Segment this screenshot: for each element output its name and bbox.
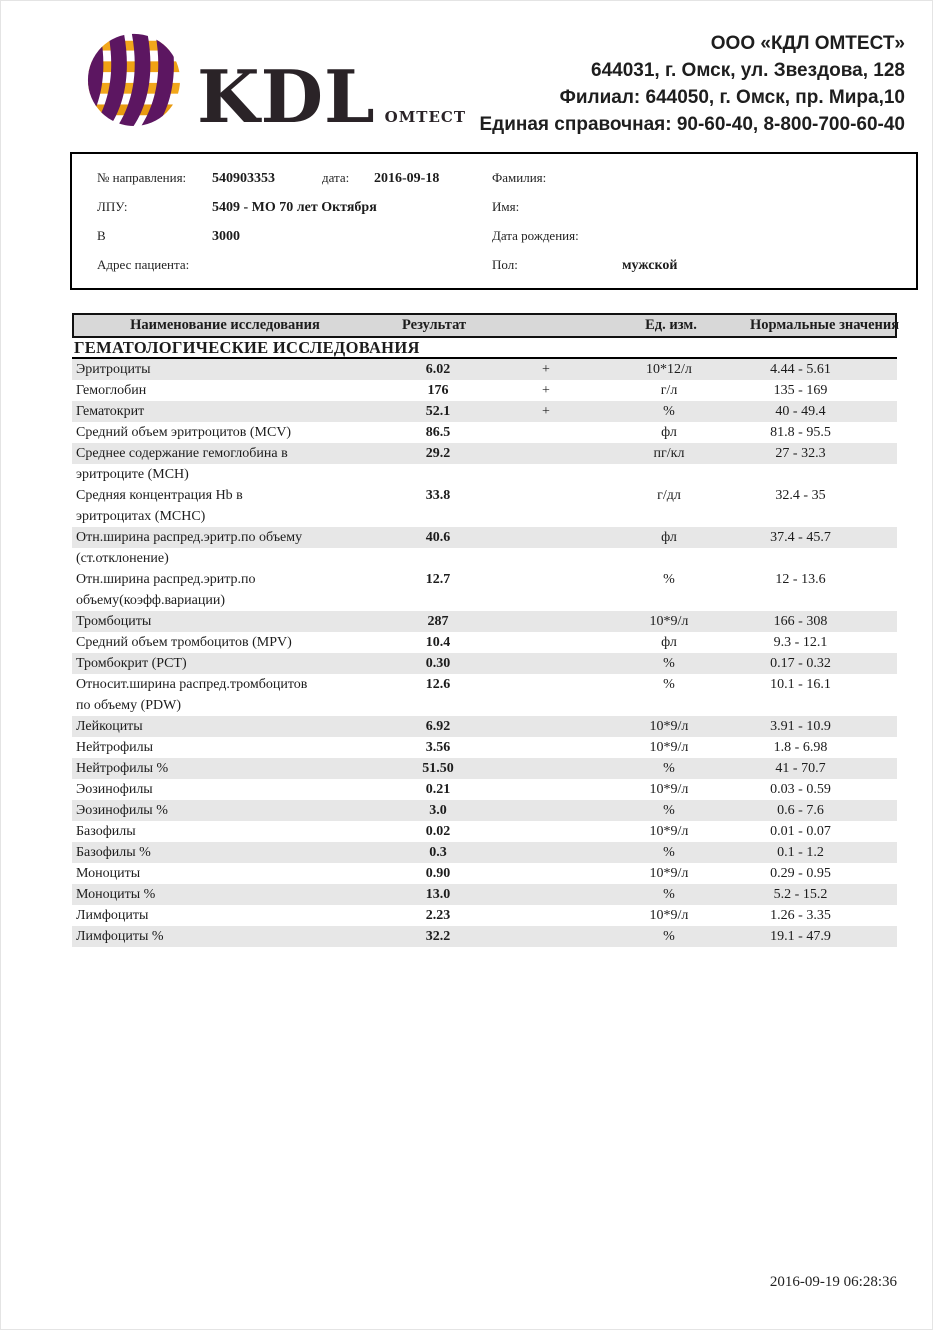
test-normal-range: 32.4 - 35 xyxy=(775,488,826,503)
abnormal-flag xyxy=(502,800,590,821)
birthdate-label: Дата рождения: xyxy=(492,228,579,243)
brand-name: KDL xyxy=(197,53,376,139)
test-name: Гематокрит xyxy=(76,404,145,419)
test-normal-range: 0.29 - 0.95 xyxy=(770,866,831,881)
test-unit: % xyxy=(663,656,675,671)
patient-info-right-column xyxy=(492,163,892,279)
test-result: 33.8 xyxy=(425,488,451,503)
test-normal-range: 0.01 - 0.07 xyxy=(770,824,831,839)
abnormal-flag xyxy=(502,821,590,842)
brand-header xyxy=(85,26,467,139)
test-name: Моноциты % xyxy=(76,887,156,902)
company-name: ООО «КДЛ ОМТЕСТ» xyxy=(710,33,905,54)
result-row-line xyxy=(72,800,897,821)
test-unit: % xyxy=(663,803,675,818)
result-row xyxy=(72,485,897,527)
test-name-continuation: (ст.отклонение) xyxy=(72,548,897,569)
test-result: 0.3 xyxy=(429,845,447,860)
test-name-continuation: объему(коэфф.вариации) xyxy=(72,590,897,611)
test-name: Средний объем эритроцитов (MCV) xyxy=(76,425,292,440)
test-normal-range: 3.91 - 10.9 xyxy=(770,719,831,734)
kdl-sphere-logo-icon xyxy=(85,26,183,130)
test-name: Средняя концентрация Hb в xyxy=(76,488,243,503)
test-normal-range: 135 - 169 xyxy=(773,383,828,398)
test-name: Тромбоциты xyxy=(76,614,152,629)
result-row-line xyxy=(72,359,897,380)
result-row xyxy=(72,527,897,569)
abnormal-flag xyxy=(502,842,590,863)
result-row-line xyxy=(72,527,897,548)
result-row xyxy=(72,905,897,926)
result-row-line xyxy=(72,380,897,401)
result-row-line xyxy=(72,821,897,842)
test-normal-range: 27 - 32.3 xyxy=(775,446,826,461)
header-unit: Ед. изм. xyxy=(645,317,697,333)
test-unit: фл xyxy=(661,530,677,545)
v-row xyxy=(97,221,487,250)
sex-value: мужской xyxy=(622,258,678,273)
abnormal-flag xyxy=(502,905,590,926)
v-value: 3000 xyxy=(212,229,240,244)
test-name: Лимфоциты xyxy=(76,908,149,923)
abnormal-flag: + xyxy=(542,383,550,398)
test-name: Тромбокрит (PCT) xyxy=(76,656,187,671)
print-timestamp: 2016-09-19 06:28:36 xyxy=(769,1274,897,1290)
results-table-header xyxy=(72,313,900,338)
result-row xyxy=(72,716,897,737)
surname-row xyxy=(492,163,892,192)
brand-text xyxy=(197,53,467,139)
test-unit: г/дл xyxy=(657,488,681,503)
test-name: Отн.ширина распред.эритр.по xyxy=(76,572,256,587)
result-row xyxy=(72,401,897,422)
result-row-line xyxy=(72,611,897,632)
result-row-line xyxy=(72,653,897,674)
company-branch-line: Филиал: 644050, г. Омск, пр. Мира,10 xyxy=(559,87,905,108)
test-name: Относит.ширина распред.тромбоцитов xyxy=(76,677,308,692)
abnormal-flag xyxy=(502,758,590,779)
result-row-line xyxy=(72,485,897,506)
test-name: Эозинофилы % xyxy=(76,803,168,818)
result-row xyxy=(72,863,897,884)
test-name: Эозинофилы xyxy=(76,782,153,797)
test-result: 3.56 xyxy=(425,740,451,755)
result-row-line xyxy=(72,779,897,800)
test-result: 51.50 xyxy=(422,761,454,776)
test-normal-range: 1.8 - 6.98 xyxy=(773,740,828,755)
results-rows xyxy=(72,359,897,947)
result-row xyxy=(72,884,897,905)
sex-row xyxy=(492,250,892,279)
firstname-row xyxy=(492,192,892,221)
test-name: Моноциты xyxy=(76,866,141,881)
surname-label: Фамилия: xyxy=(492,170,547,185)
result-row-line xyxy=(72,716,897,737)
test-unit: % xyxy=(663,677,675,692)
test-unit: г/л xyxy=(660,383,678,398)
test-unit: 10*9/л xyxy=(649,740,689,755)
test-result: 6.92 xyxy=(425,719,451,734)
result-row-line xyxy=(72,884,897,905)
birthdate-row xyxy=(492,221,892,250)
patient-address-row xyxy=(97,250,487,279)
test-name: Нейтрофилы xyxy=(76,740,154,755)
header-normal-range: Нормальные значения xyxy=(750,317,900,333)
header-result: Результат xyxy=(402,317,467,333)
test-normal-range: 10.1 - 16.1 xyxy=(770,677,831,692)
abnormal-flag xyxy=(502,653,590,674)
result-row-line xyxy=(72,422,897,443)
test-result: 287 xyxy=(427,614,449,629)
results-table xyxy=(72,313,900,947)
abnormal-flag xyxy=(502,884,590,905)
test-name-continuation: по объему (PDW) xyxy=(72,695,897,716)
v-label: В xyxy=(97,228,106,243)
patient-info-box xyxy=(70,152,918,290)
test-unit: пг/кл xyxy=(653,446,685,461)
test-unit: 10*12/л xyxy=(646,362,692,377)
test-name: Лимфоциты % xyxy=(76,929,164,944)
abnormal-flag xyxy=(502,569,590,590)
test-name: Базофилы xyxy=(76,824,136,839)
result-row-line xyxy=(72,443,897,464)
test-unit: % xyxy=(663,761,675,776)
test-result: 2.23 xyxy=(425,908,451,923)
test-unit: 10*9/л xyxy=(649,614,689,629)
test-normal-range: 166 - 308 xyxy=(773,614,828,629)
result-row-line xyxy=(72,569,897,590)
test-unit: 10*9/л xyxy=(649,866,689,881)
result-row xyxy=(72,779,897,800)
result-row xyxy=(72,443,897,485)
result-row xyxy=(72,758,897,779)
result-row xyxy=(72,653,897,674)
test-normal-range: 12 - 13.6 xyxy=(775,572,826,587)
result-row-line xyxy=(72,842,897,863)
abnormal-flag xyxy=(502,926,590,947)
result-row xyxy=(72,800,897,821)
test-unit: фл xyxy=(661,635,677,650)
result-row xyxy=(72,611,897,632)
test-unit: % xyxy=(663,845,675,860)
test-normal-range: 0.17 - 0.32 xyxy=(770,656,831,671)
test-normal-range: 4.44 - 5.61 xyxy=(770,362,831,377)
result-row xyxy=(72,569,897,611)
abnormal-flag xyxy=(502,737,590,758)
result-row xyxy=(72,422,897,443)
firstname-label: Имя: xyxy=(492,199,520,214)
test-normal-range: 40 - 49.4 xyxy=(775,404,826,419)
test-unit: 10*9/л xyxy=(649,782,689,797)
company-address-line: 644031, г. Омск, ул. Звездова, 128 xyxy=(591,60,905,81)
test-normal-range: 0.03 - 0.59 xyxy=(770,782,831,797)
test-result: 13.0 xyxy=(425,887,451,902)
company-phone-line: Единая справочная: 90-60-40, 8-800-700-60-40 xyxy=(479,114,905,135)
section-title-hematology: ГЕМАТОЛОГИЧЕСКИЕ ИССЛЕДОВАНИЯ xyxy=(72,338,897,359)
test-name: Нейтрофилы % xyxy=(76,761,169,776)
lpu-value: 5409 - МО 70 лет Октября xyxy=(212,200,377,215)
test-result: 12.6 xyxy=(425,677,451,692)
test-normal-range: 19.1 - 47.9 xyxy=(770,929,831,944)
result-row xyxy=(72,674,897,716)
header-test-name: Наименование исследования xyxy=(130,317,320,333)
date-label: дата: xyxy=(322,170,350,185)
patient-info-left-column xyxy=(97,163,487,279)
result-row xyxy=(72,380,897,401)
test-result: 12.7 xyxy=(425,572,451,587)
test-unit: 10*9/л xyxy=(649,824,689,839)
test-normal-range: 41 - 70.7 xyxy=(775,761,826,776)
test-result: 52.1 xyxy=(425,404,451,419)
test-result: 32.2 xyxy=(425,929,451,944)
test-unit: % xyxy=(663,887,675,902)
test-result: 10.4 xyxy=(425,635,451,650)
result-row xyxy=(72,926,897,947)
abnormal-flag xyxy=(502,485,590,506)
test-name: Средний объем тромбоцитов (MPV) xyxy=(76,635,292,650)
abnormal-flag xyxy=(502,422,590,443)
referral-row xyxy=(97,163,487,192)
result-row-line xyxy=(72,926,897,947)
test-name: Базофилы % xyxy=(76,845,151,860)
test-normal-range: 37.4 - 45.7 xyxy=(770,530,831,545)
result-row-line xyxy=(72,401,897,422)
test-normal-range: 0.6 - 7.6 xyxy=(777,803,824,818)
test-result: 86.5 xyxy=(425,425,451,440)
result-row xyxy=(72,842,897,863)
result-row xyxy=(72,359,897,380)
result-row xyxy=(72,632,897,653)
test-name: Отн.ширина распред.эритр.по объему xyxy=(76,530,303,545)
test-normal-range: 9.3 - 12.1 xyxy=(773,635,828,650)
patient-address-label: Адрес пациента: xyxy=(97,257,190,272)
abnormal-flag: + xyxy=(542,362,550,377)
test-unit: % xyxy=(663,929,675,944)
test-result: 6.02 xyxy=(425,362,451,377)
result-row-line xyxy=(72,674,897,695)
company-address-block xyxy=(479,30,905,138)
result-row xyxy=(72,737,897,758)
test-normal-range: 0.1 - 1.2 xyxy=(777,845,824,860)
abnormal-flag xyxy=(502,632,590,653)
lpu-row xyxy=(97,192,487,221)
referral-number-value: 540903353 xyxy=(212,171,275,186)
test-unit: 10*9/л xyxy=(649,908,689,923)
test-result: 3.0 xyxy=(429,803,447,818)
abnormal-flag xyxy=(502,611,590,632)
test-normal-range: 1.26 - 3.35 xyxy=(770,908,831,923)
test-result: 0.21 xyxy=(425,782,451,797)
result-row-line xyxy=(72,905,897,926)
brand-subname: ОМТЕСТ xyxy=(384,108,467,126)
abnormal-flag xyxy=(502,527,590,548)
test-result: 0.90 xyxy=(425,866,451,881)
test-unit: 10*9/л xyxy=(649,719,689,734)
test-unit: % xyxy=(663,404,675,419)
result-row-line xyxy=(72,632,897,653)
header-flag-spacer xyxy=(504,315,592,336)
test-name: Лейкоциты xyxy=(76,719,143,734)
referral-number-label: № направления: xyxy=(97,170,187,185)
result-row xyxy=(72,821,897,842)
abnormal-flag xyxy=(502,863,590,884)
lpu-label: ЛПУ: xyxy=(97,199,128,214)
abnormal-flag xyxy=(502,443,590,464)
result-row-line xyxy=(72,737,897,758)
abnormal-flag xyxy=(502,779,590,800)
test-name: Эритроциты xyxy=(76,362,151,377)
test-unit: фл xyxy=(661,425,677,440)
abnormal-flag: + xyxy=(542,404,550,419)
test-result: 0.30 xyxy=(425,656,451,671)
test-result: 40.6 xyxy=(425,530,451,545)
test-normal-range: 81.8 - 95.5 xyxy=(770,425,831,440)
test-name: Гемоглобин xyxy=(76,383,147,398)
result-row-line xyxy=(72,758,897,779)
abnormal-flag xyxy=(502,674,590,695)
test-name-continuation: эритроцитах (MCHC) xyxy=(72,506,897,527)
test-result: 176 xyxy=(427,383,449,398)
test-normal-range: 5.2 - 15.2 xyxy=(773,887,828,902)
abnormal-flag xyxy=(502,716,590,737)
result-row-line xyxy=(72,863,897,884)
test-name-continuation: эритроците (MCH) xyxy=(72,464,897,485)
test-result: 0.02 xyxy=(425,824,451,839)
test-result: 29.2 xyxy=(425,446,451,461)
test-unit: % xyxy=(663,572,675,587)
date-value: 2016-09-18 xyxy=(374,171,440,186)
sex-label: Пол: xyxy=(492,257,518,272)
test-name: Среднее содержание гемоглобина в xyxy=(76,446,288,461)
